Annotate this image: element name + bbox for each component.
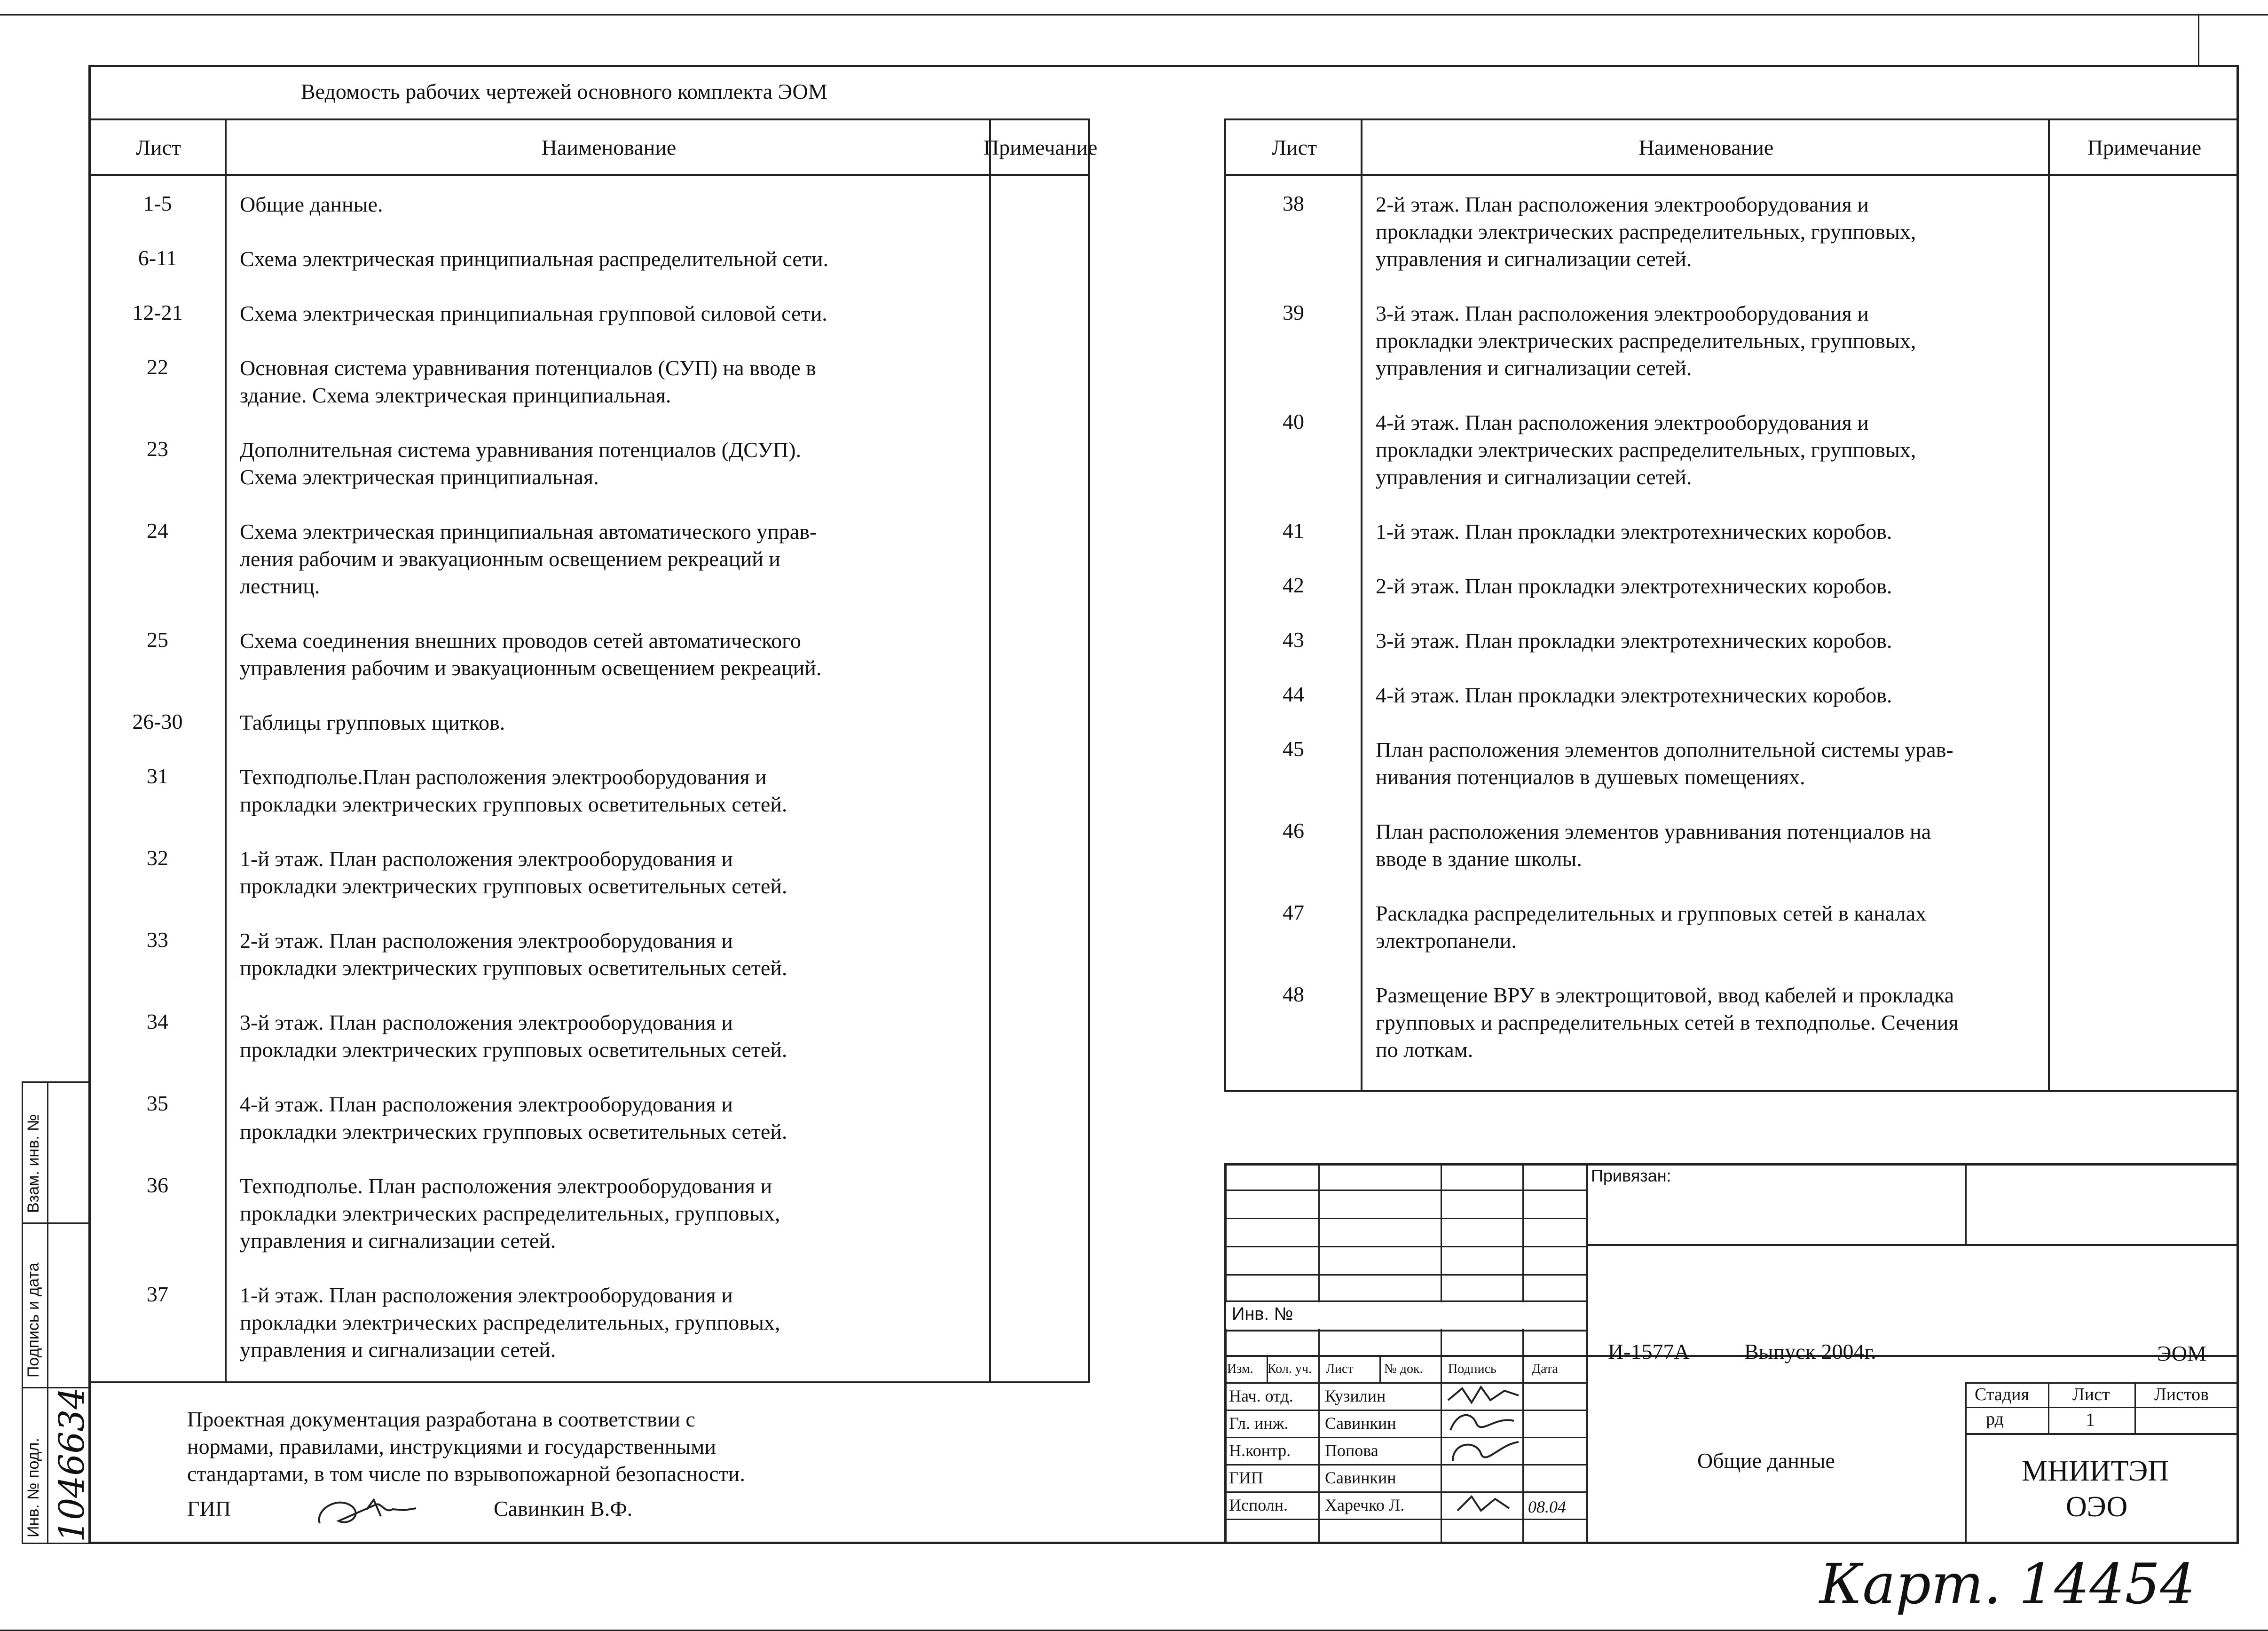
stamp-grid — [1224, 1246, 1586, 1247]
stamp-role: Н.контр. — [1229, 1441, 1291, 1460]
sheet-title: Общие данные — [1697, 1449, 1835, 1473]
sheet-title: Дополнительная система уравнивания потенциалов (ДСУП). Схема электрическая принципиальная. — [240, 438, 801, 489]
inv-handwritten-number: 1046634 — [52, 1387, 92, 1542]
stamp-col-header: № док. — [1384, 1362, 1423, 1376]
gip-signature — [310, 1481, 423, 1533]
stamp-grid — [1224, 1218, 1586, 1219]
stamp-person-name: Харечко Л. — [1325, 1496, 1405, 1514]
sheet-number: 42 — [1283, 573, 1304, 597]
stamp-vline — [1318, 1163, 1320, 1544]
stamp-hline — [1965, 1382, 2239, 1384]
page-right-border — [2198, 14, 2199, 66]
header-sheet: Лист — [1226, 120, 1362, 176]
sheet-title: Размещение ВРУ в электрощитовой, ввод кабелей и прокладка групповых и распределительных сетей в техподполье. Сечения по лоткам. — [1376, 983, 1959, 1062]
page-top-border — [0, 14, 2268, 16]
stamp-person-name: Савинкин — [1325, 1414, 1396, 1433]
sheet-number: 46 — [1283, 819, 1304, 843]
sheet-number: 41 — [1283, 519, 1304, 543]
stamp-grid — [1224, 1355, 2239, 1357]
stamp-grid — [1224, 1410, 1586, 1411]
inv-podl-label: Инв. № подл. — [24, 1438, 42, 1537]
stamp-grid — [1224, 1464, 1586, 1466]
stamp-grid — [1224, 1437, 1586, 1438]
stamp-vline — [2134, 1382, 2136, 1434]
sheet-title: 1-й этаж. План расположения электрооборудования и прокладки электрических групповых осветительных сетей. — [240, 847, 788, 898]
stamp-col-header: Кол. уч. — [1268, 1362, 1312, 1376]
stamp-vline — [1379, 1355, 1381, 1383]
sheet-number: 35 — [147, 1091, 168, 1115]
sheet-title: 1-й этаж. План расположения электрооборудования и прокладки электрических распределительных, групповых, управления и сигнализации сетей. — [240, 1283, 780, 1362]
sheet-title: План расположения элементов дополнительной системы урав- нивания потенциалов в душевых помещениях. — [1376, 738, 1953, 789]
sheet-title: Основная система уравнивания потенциалов (СУП) на вводе в здание. Схема электрическая принципиальная. — [240, 356, 816, 407]
stamp-vline — [1586, 1163, 1588, 1544]
stamp-vline — [1441, 1163, 1442, 1544]
sheet-title: Раскладка распределительных и групповых сетей в каналах электропанели. — [1376, 901, 1927, 953]
sheet-number: 43 — [1283, 628, 1304, 652]
sheet-number: 39 — [1283, 300, 1304, 324]
sheet-title: Схема электрическая принципиальная автоматического управ- ления рабочим и эвакуационным освещением рекреаций и лестниц. — [240, 520, 817, 598]
stamp-grid — [1224, 1491, 1586, 1493]
left-sheet-table — [88, 118, 1098, 1383]
col-divider — [989, 120, 991, 1381]
sheet-number: 34 — [147, 1009, 168, 1033]
sheet-number: 6-11 — [138, 246, 177, 270]
sheet-title: 3-й этаж. План прокладки электротехнических коробов. — [1376, 629, 1892, 653]
sheet-title: Таблицы групповых щитков. — [240, 710, 505, 734]
signature-kuzilin — [1443, 1381, 1523, 1410]
sheet-title: Техподполье.План расположения электрооборудования и прокладки электрических групповых осветительных сетей. — [240, 765, 788, 816]
stamp-date: 08.04 — [1528, 1497, 1566, 1516]
sheet-title: 4-й этаж. План расположения электрооборудования и прокладки электрических групповых осветительных сетей. — [240, 1092, 788, 1143]
header-note: Примечание — [2050, 120, 2239, 176]
sheet-title: 2-й этаж. План прокладки электротехнических коробов. — [1376, 574, 1892, 598]
stamp-role: Исполн. — [1229, 1496, 1288, 1514]
gip-name: Савинкин В.Ф. — [494, 1497, 633, 1521]
signature-popova — [1443, 1435, 1523, 1468]
project-section: ЭОМ — [2157, 1341, 2207, 1365]
sheet-title: Схема электрическая принципиальная групповой силовой сети. — [240, 301, 827, 325]
org-name-line1: МНИИТЭП — [2022, 1455, 2169, 1487]
stamp-person-name: Кузилин — [1325, 1387, 1386, 1405]
sheet-number: 38 — [1283, 191, 1304, 215]
header-name: Наименование — [227, 120, 991, 176]
project-code: И-1577А — [1608, 1339, 1690, 1363]
stamp-grid — [1224, 1519, 1586, 1520]
sheet-number: 12-21 — [132, 300, 183, 324]
sheet-title: Общие данные. — [240, 192, 383, 216]
privyazan-label: Привязан: — [1591, 1166, 1671, 1185]
sheet-number: 37 — [147, 1282, 168, 1306]
sheet-title: 2-й этаж. План расположения электрооборудования и прокладки электрических распределительных, групповых, управления и сигнализации сетей. — [1376, 192, 1916, 271]
header-sheet: Лист — [90, 120, 227, 176]
sheet-number: 31 — [147, 764, 168, 788]
sheet-number: 48 — [1283, 982, 1304, 1006]
sheet-number: 33 — [147, 928, 168, 952]
stamp-role: Нач. отд. — [1229, 1387, 1293, 1405]
stamp-grid — [1224, 1190, 1586, 1191]
sheet-number: 32 — [147, 846, 168, 870]
bottom-handwritten-note: Карт. 14454 — [1819, 1552, 2196, 1616]
stamp-grid — [1224, 1274, 1586, 1276]
sheet-title: 2-й этаж. План расположения электрооборудования и прокладки электрических групповых осветительных сетей. — [240, 929, 788, 980]
sheet-number: 40 — [1283, 410, 1304, 433]
header-name: Наименование — [1362, 120, 2050, 176]
side-divider — [22, 1222, 90, 1224]
sheet-number: 26-30 — [132, 709, 183, 733]
sheet-number: 24 — [147, 519, 168, 543]
inv-no-label: Инв. № — [1232, 1304, 1293, 1324]
sheet-title: 4-й этаж. План расположения электрооборудования и прокладки электрических распределительных, групповых, управления и сигнализации сетей. — [1376, 410, 1916, 489]
stamp-hline — [1965, 1433, 2239, 1435]
sheet-number: 25 — [147, 628, 168, 652]
right-sheet-table — [1224, 118, 2239, 1092]
stamp-grid — [1224, 1330, 1586, 1332]
stamp-hline — [1586, 1244, 2239, 1246]
stamp-col-header: Подпись — [1448, 1362, 1496, 1376]
sheet-number: 22 — [147, 355, 168, 379]
project-issue: Выпуск 2004г. — [1744, 1339, 1876, 1363]
sheets-header: Листов — [2154, 1385, 2209, 1404]
sheet-number: 45 — [1283, 737, 1304, 761]
sheet-number: 44 — [1283, 682, 1304, 706]
podpis-data-label: Подпись и дата — [24, 1262, 42, 1378]
sheet-title: 1-й этаж. План прокладки электротехнических коробов. — [1376, 520, 1892, 544]
sheet-value: 1 — [2086, 1409, 2095, 1430]
stamp-vline — [1522, 1163, 1524, 1544]
sheet-title: 4-й этаж. План прокладки электротехнических коробов. — [1376, 683, 1892, 707]
sheet-title: 3-й этаж. План расположения электрооборудования и прокладки электрических групповых осветительных сетей. — [240, 1010, 788, 1062]
sheet-number: 36 — [147, 1173, 168, 1197]
stamp-person-name: Савинкин — [1325, 1468, 1396, 1487]
sheet-title: План расположения элементов уравнивания потенциалов на вводе в здание школы. — [1376, 819, 1931, 871]
stamp-vline — [2048, 1382, 2049, 1434]
sheet-number: 47 — [1283, 900, 1304, 924]
stamp-vline — [1965, 1163, 1967, 1246]
sheet-number: 1-5 — [143, 191, 172, 215]
vzam-inv-label: Взам. инв. № — [24, 1114, 42, 1213]
stamp-col-header: Изм. — [1227, 1362, 1253, 1376]
sheet-title: Схема соединения внешних проводов сетей автоматического управления рабочим и эвакуационным освещением рекреаций. — [240, 629, 822, 680]
stamp-role: ГИП — [1229, 1468, 1263, 1487]
org-name-line2: ОЭО — [2066, 1491, 2128, 1523]
stamp-grid — [1224, 1300, 1586, 1302]
stamp-col-header: Дата — [1532, 1362, 1558, 1376]
sheet-header: Лист — [2072, 1385, 2110, 1404]
header-note: Примечание — [991, 120, 1090, 176]
stamp-person-name: Попова — [1325, 1441, 1378, 1460]
gip-label: ГИП — [187, 1497, 231, 1521]
stamp-grid — [1224, 1382, 1586, 1384]
side-divider — [47, 1081, 48, 1544]
stage-header: Стадия — [1975, 1385, 2029, 1404]
sheet-title: 3-й этаж. План расположения электрооборудования и прокладки электрических распределительных, групповых, управления и сигнализации сетей. — [1376, 301, 1916, 380]
sheet-number: 23 — [147, 437, 168, 461]
stage-value: рд — [1986, 1409, 2004, 1429]
sheet-list-caption: Ведомость рабочих чертежей основного комплекта ЭОМ — [301, 79, 827, 103]
col-divider — [225, 120, 227, 1381]
sheet-title: Техподполье. План расположения электрооборудования и прокладки электрических распределительных, групповых, управления и сигнализации сетей. — [240, 1174, 780, 1253]
sheet-title: Схема электрическая принципиальная распределительной сети. — [240, 247, 829, 271]
stamp-hline — [1965, 1407, 2239, 1408]
col-divider — [1361, 120, 1362, 1090]
signature-kharechko — [1448, 1489, 1519, 1518]
compliance-text: Проектная документация разработана в соответствии с нормами, правилами, инструкциями и государственными стандартами, в том числе по взрывопожарной безопасности. — [187, 1407, 745, 1486]
stamp-role: Гл. инж. — [1229, 1414, 1289, 1433]
col-divider — [2048, 120, 2050, 1090]
stamp-col-header: Лист — [1326, 1362, 1354, 1376]
